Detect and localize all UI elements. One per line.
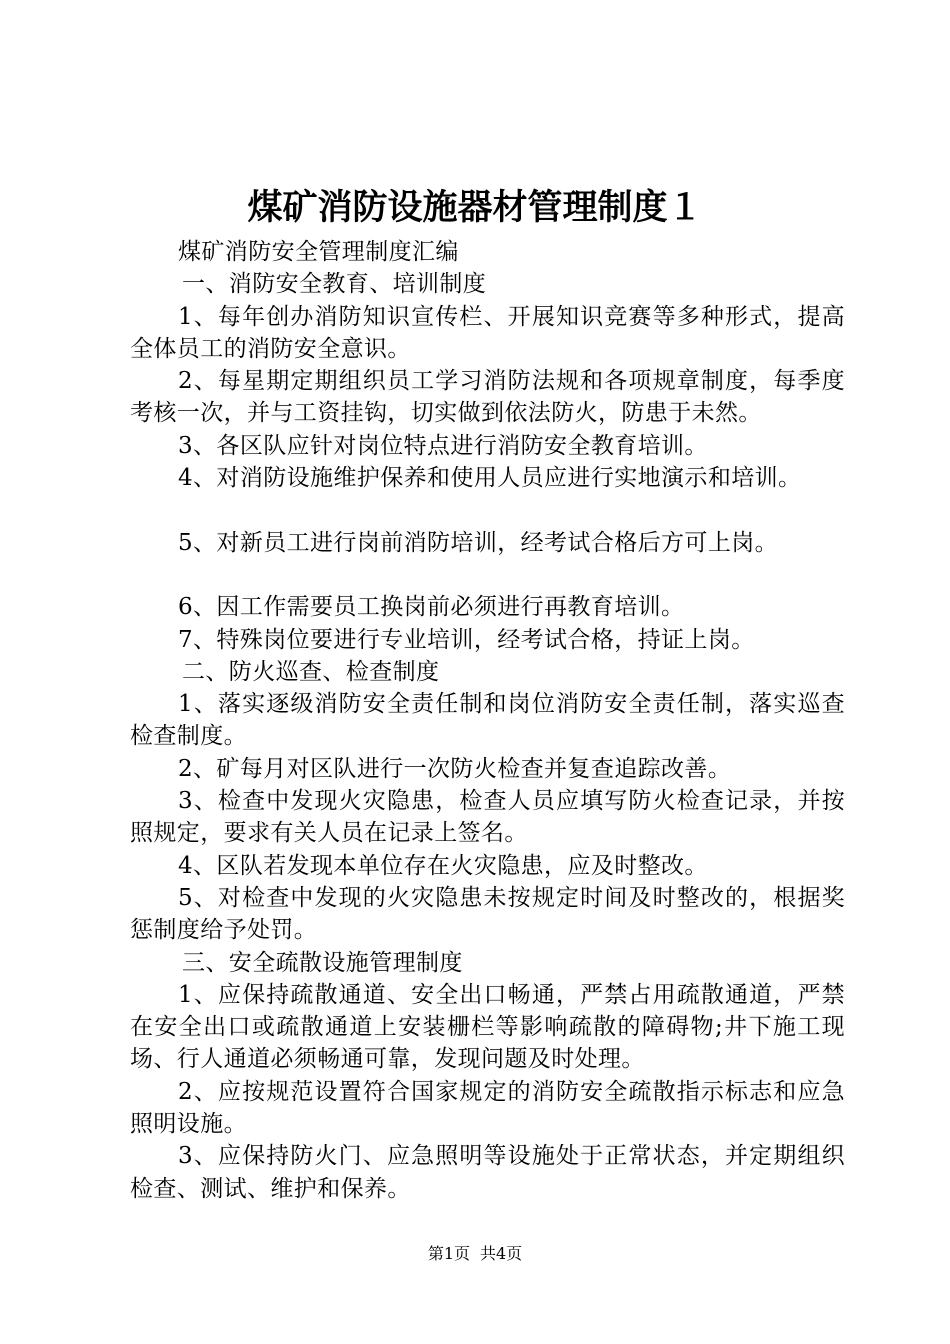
paragraph: 1、应保持疏散通道、安全出口畅通，严禁占用疏散通道，严禁在安全出口或疏散通道上安装栅栏等影响疏散的障碍物;井下施工现场、行人通道必须畅通可靠，发现问题及时处理。 (130, 981, 845, 1073)
paragraph: 1、每年创办消防知识宣传栏、开展知识竞赛等多种形式，提高全体员工的消防安全意识。 (130, 303, 845, 362)
document-body (130, 236, 845, 1205)
paragraph: 4、区队若发现本单位存在火灾隐患，应及时整改。 (178, 852, 708, 879)
page-footer (0, 1243, 950, 1265)
paragraph: 5、对检查中发现的火灾隐患未按规定时间及时整改的，根据奖惩制度给予处罚。 (130, 884, 845, 944)
paragraph: 2、应按规范设置符合国家规定的消防安全疏散指示标志和应急照明设施。 (130, 1078, 845, 1138)
document-title: 煤矿消防设施器材管理制度１ (247, 187, 703, 228)
paragraph: 3、检查中发现火灾隐患，检查人员应填写防火检查记录，并按照规定，要求有关人员在记录上签名。 (130, 788, 845, 847)
paragraph: 2、每星期定期组织员工学习消防法规和各项规章制度，每季度考核一次，并与工资挂钩，切实做到依法防火，防患于未然。 (130, 368, 845, 427)
blank-line (130, 494, 845, 526)
paragraph: 1、落实逐级消防安全责任制和岗位消防安全责任制，落实巡查检查制度。 (130, 691, 845, 750)
paragraph: 3、应保持防火门、应急照明等设施处于正常状态，并定期组织检查、测试、维护和保养。 (130, 1143, 845, 1202)
paragraph: 6、因工作需要员工换岗前必须进行再教育培训。 (178, 594, 685, 621)
section-heading-3: 三、安全疏散设施管理制度 (182, 949, 463, 976)
paragraph: 4、对消防设施维护保养和使用人员应进行实地演示和培训。 (178, 465, 802, 492)
section-heading-2: 二、防火巡查、检查制度 (182, 658, 440, 685)
paragraph: 5、对新员工进行岗前消防培训，经考试合格后方可上岗。 (178, 529, 779, 556)
paragraph-subtitle: 煤矿消防安全管理制度汇编 (178, 239, 459, 265)
section-heading-1: 一、消防安全教育、培训制度 (182, 271, 487, 298)
page-number: 第1页 (427, 1244, 470, 1263)
paragraph: 2、矿每月对区队进行一次防火检查并复查追踪改善。 (178, 755, 732, 782)
paragraph: 7、特殊岗位要进行专业培训，经考试合格，持证上岗。 (178, 626, 755, 653)
page-total: 共4页 (480, 1244, 523, 1263)
paragraph: 3、各区队应针对岗位特点进行消防安全教育培训。 (178, 432, 708, 459)
blank-line (130, 559, 845, 591)
